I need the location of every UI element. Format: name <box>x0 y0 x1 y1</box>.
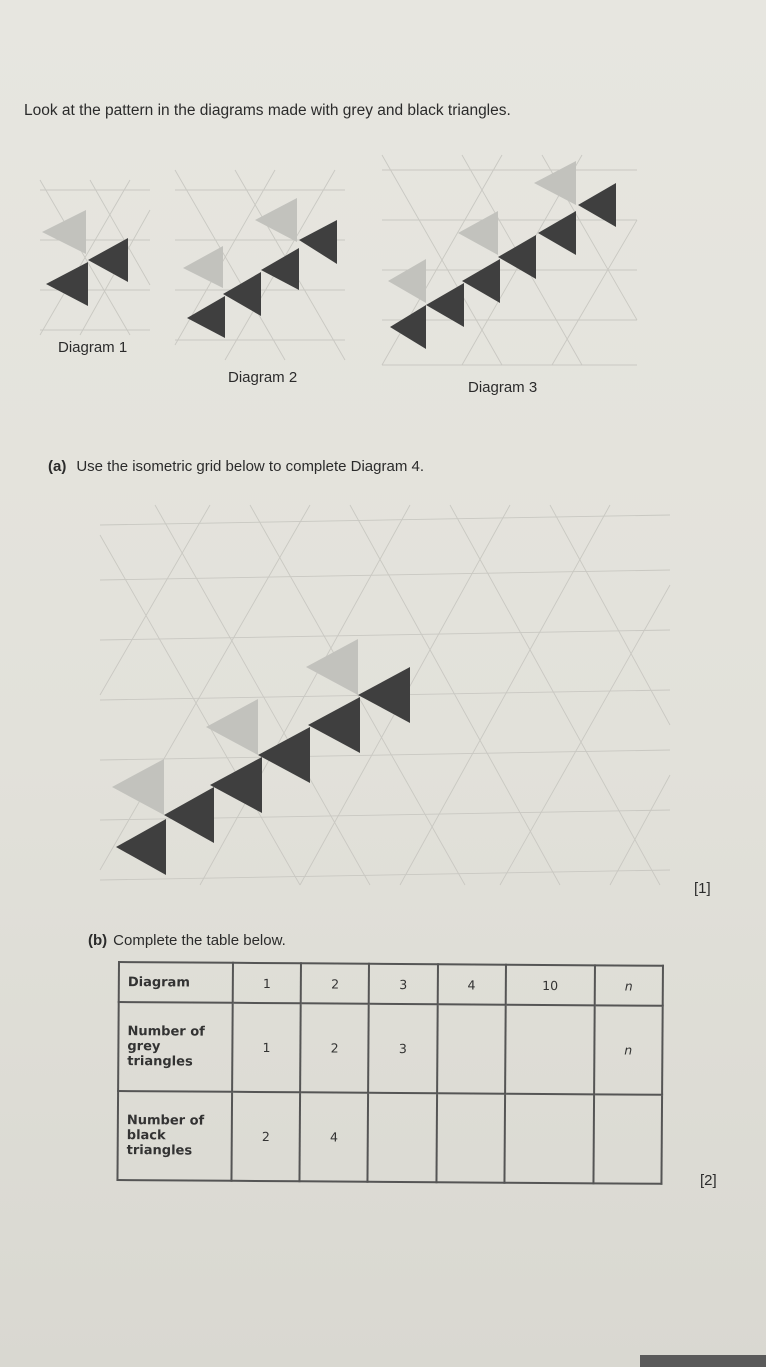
edge-shadow <box>640 1355 766 1367</box>
grey-triangle <box>458 211 498 255</box>
diagram-3-label: Diagram 3 <box>468 379 538 396</box>
table-cell: n <box>594 1006 663 1095</box>
diagram-1-label: Diagram 1 <box>58 339 128 356</box>
black-triangle <box>88 238 128 282</box>
black-triangle <box>462 259 500 303</box>
black-triangle <box>46 262 88 306</box>
table-row-black <box>117 1091 662 1184</box>
answer-cell[interactable] <box>504 1094 594 1183</box>
part-a-letter: (a) <box>48 458 67 475</box>
black-triangle <box>498 235 536 279</box>
grey-triangle <box>534 161 576 205</box>
grey-triangle <box>388 259 426 303</box>
table-header-cell: Diagram <box>119 962 233 1003</box>
answer-cell[interactable] <box>593 1094 662 1183</box>
black-triangle <box>187 296 225 338</box>
diagram-1 <box>40 180 150 340</box>
black-triangle <box>258 727 310 783</box>
part-b-marks: [2] <box>700 1172 717 1189</box>
table-row-label: Number of black triangles <box>117 1091 232 1181</box>
table-header-cell: 10 <box>505 965 594 1006</box>
black-triangle <box>210 757 262 813</box>
black-triangle <box>261 248 299 290</box>
part-a-prompt <box>48 458 424 475</box>
table-cell: 4 <box>300 1092 369 1181</box>
part-a-marks: [1] <box>694 880 711 897</box>
isometric-grid-diagram-4[interactable] <box>100 505 670 890</box>
table-header-cell: 2 <box>301 963 369 1004</box>
table-header-cell: 4 <box>437 964 505 1005</box>
black-triangle <box>223 272 261 316</box>
answer-cell[interactable] <box>368 1093 437 1182</box>
diagram-3 <box>382 155 637 370</box>
black-triangle <box>116 819 166 875</box>
diagram-2-label: Diagram 2 <box>228 369 298 386</box>
part-b-letter: (b) <box>88 932 108 949</box>
table-cell: 2 <box>300 1004 369 1093</box>
table-row-grey <box>118 1002 663 1095</box>
grey-triangle <box>255 198 297 242</box>
question-intro: Look at the pattern in the diagrams made with grey and black triangles. <box>24 102 511 119</box>
black-triangle <box>308 697 360 753</box>
answer-cell[interactable] <box>436 1093 505 1182</box>
table-header-cell: n <box>595 965 663 1006</box>
answer-cell[interactable] <box>505 1005 595 1094</box>
diagram-2 <box>175 170 345 360</box>
table-header-cell: 1 <box>233 963 301 1004</box>
black-triangle <box>164 787 214 843</box>
table-cell: 1 <box>232 1003 301 1092</box>
pattern-table <box>116 961 664 1185</box>
part-b-prompt <box>88 932 286 949</box>
table-cell: 3 <box>368 1004 437 1093</box>
table-row-diagram <box>119 962 663 1006</box>
black-triangle <box>358 667 410 723</box>
table-header-cell: 3 <box>369 964 437 1005</box>
grey-triangle <box>42 210 86 254</box>
table-row-label: Number of grey triangles <box>118 1002 233 1092</box>
part-a-text: Use the isometric grid below to complete Diagram 4. <box>76 458 424 475</box>
part-b-text: Complete the table below. <box>113 932 286 949</box>
grey-triangle <box>112 759 164 815</box>
grey-triangle <box>306 639 358 695</box>
answer-cell[interactable] <box>437 1005 506 1094</box>
grey-triangle <box>183 246 223 288</box>
black-triangle <box>538 211 576 255</box>
black-triangle <box>299 220 337 264</box>
grey-triangle <box>206 699 258 755</box>
table-cell: 2 <box>231 1092 300 1181</box>
